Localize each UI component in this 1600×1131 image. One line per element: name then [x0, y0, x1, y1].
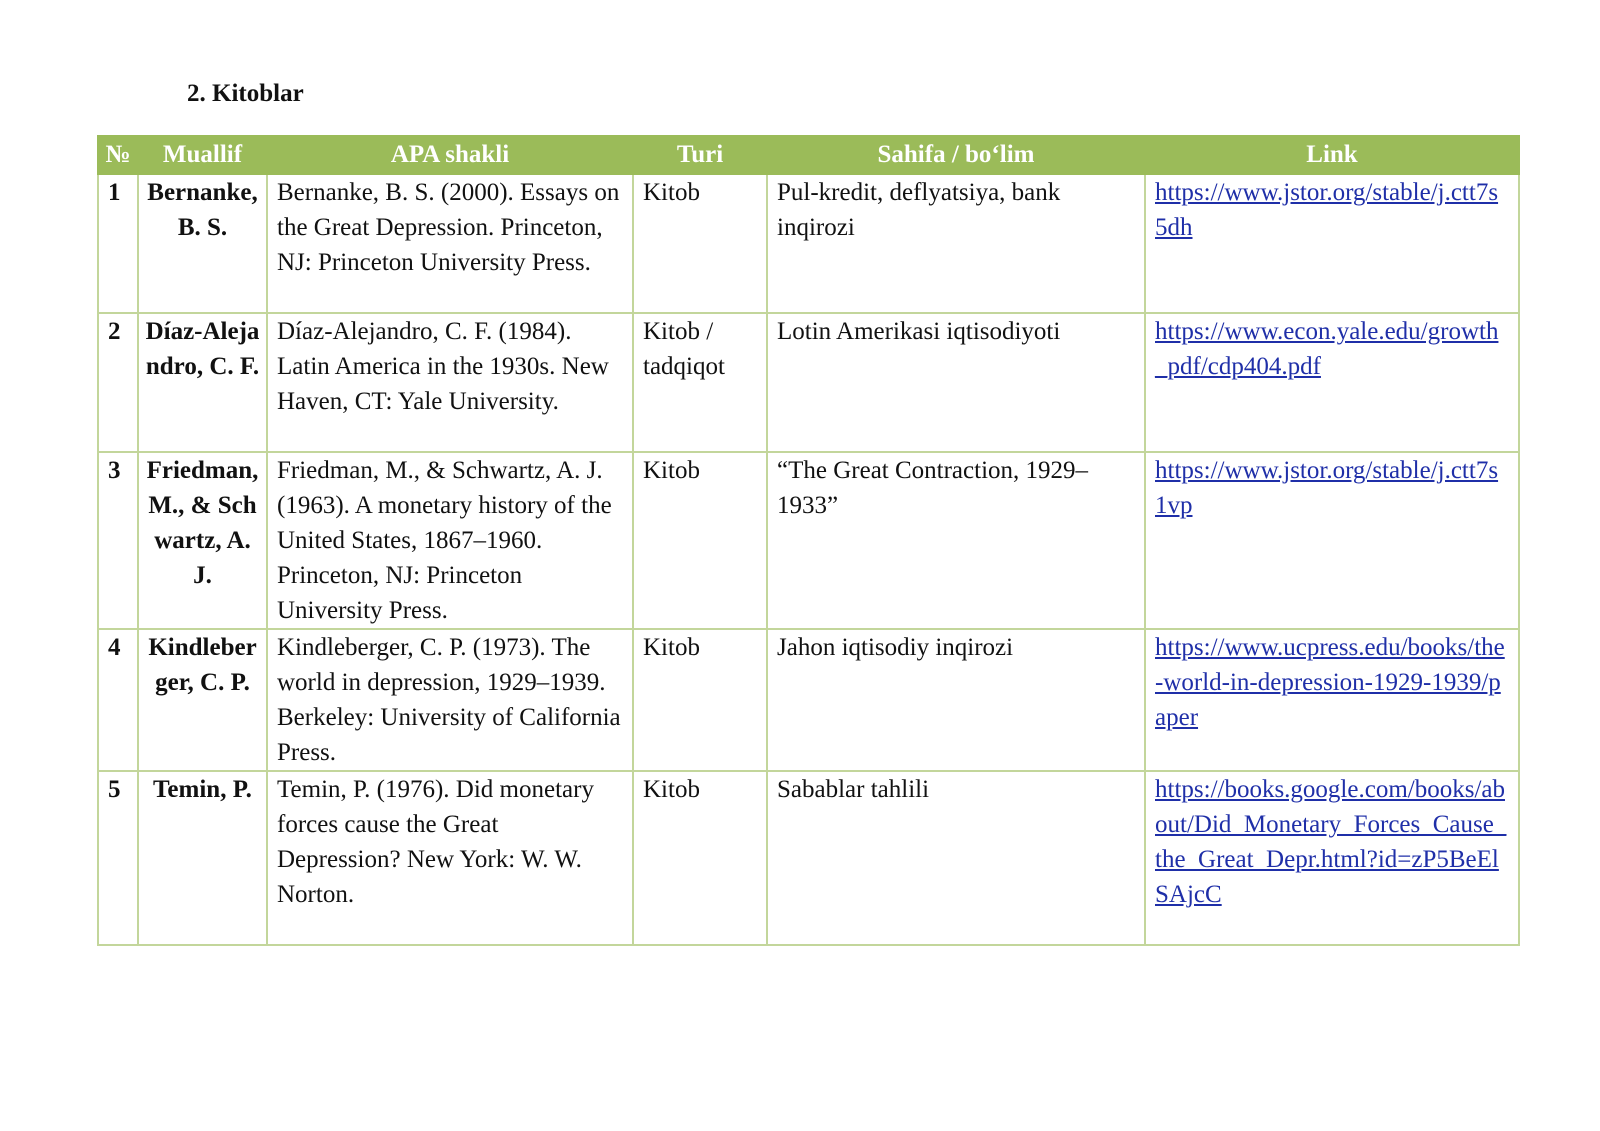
author-cell: Díaz-Alejandro, C. F.	[138, 313, 267, 452]
source-link[interactable]: https://books.google.com/books/about/Did_Monetary_Forces_Cause_the_Great_Depr.html?id=zP5BeElSAjcC	[1155, 776, 1507, 908]
table-header-row	[98, 136, 1519, 174]
section-cell: “The Great Contraction, 1929–1933”	[767, 452, 1145, 629]
section-cell: Sabablar tahlili	[767, 771, 1145, 945]
link-cell	[1145, 771, 1519, 945]
section-cell: Lotin Amerikasi iqtisodiyoti	[767, 313, 1145, 452]
source-link[interactable]: https://www.econ.yale.edu/growth_pdf/cdp404.pdf	[1155, 318, 1499, 380]
table-row	[98, 313, 1519, 452]
type-cell: Kitob	[633, 771, 767, 945]
table-row	[98, 629, 1519, 771]
row-number: 1	[98, 174, 138, 313]
source-link[interactable]: https://www.jstor.org/stable/j.ctt7s5dh	[1155, 179, 1499, 241]
header-type: Turi	[633, 136, 767, 174]
section-cell: Pul-kredit, deflyatsiya, bank inqirozi	[767, 174, 1145, 313]
author-cell: Temin, P.	[138, 771, 267, 945]
header-num: №	[98, 136, 138, 174]
row-number: 3	[98, 452, 138, 629]
table-row	[98, 174, 1519, 313]
header-apa: APA shakli	[267, 136, 633, 174]
link-cell	[1145, 313, 1519, 452]
link-cell	[1145, 174, 1519, 313]
author-cell: Kindleberger, C. P.	[138, 629, 267, 771]
header-section: Sahifa / bo‘lim	[767, 136, 1145, 174]
section-cell: Jahon iqtisodiy inqirozi	[767, 629, 1145, 771]
apa-citation-cell: Temin, P. (1976). Did monetary forces cause the Great Depression? New York: W. W. Norton.	[267, 771, 633, 945]
type-cell: Kitob / tadqiqot	[633, 313, 767, 452]
header-author: Muallif	[138, 136, 267, 174]
author-cell: Friedman, M., & Schwartz, A. J.	[138, 452, 267, 629]
apa-citation-cell: Kindleberger, C. P. (1973). The world in depression, 1929–1939. Berkeley: University of California Press.	[267, 629, 633, 771]
apa-citation-cell: Bernanke, B. S. (2000). Essays on the Great Depression. Princeton, NJ: Princeton University Press.	[267, 174, 633, 313]
row-number: 2	[98, 313, 138, 452]
link-cell	[1145, 629, 1519, 771]
header-link: Link	[1145, 136, 1519, 174]
source-link[interactable]: https://www.jstor.org/stable/j.ctt7s1vp	[1155, 457, 1499, 519]
source-link[interactable]: https://www.ucpress.edu/books/the-world-in-depression-1929-1939/paper	[1155, 634, 1505, 731]
table-row	[98, 452, 1519, 629]
row-number: 4	[98, 629, 138, 771]
type-cell: Kitob	[633, 174, 767, 313]
type-cell: Kitob	[633, 452, 767, 629]
bibliography-table	[97, 135, 1520, 946]
apa-citation-cell: Díaz-Alejandro, C. F. (1984). Latin America in the 1930s. New Haven, CT: Yale University.	[267, 313, 633, 452]
table-row	[98, 771, 1519, 945]
section-title: 2. Kitoblar	[187, 80, 304, 107]
apa-citation-cell: Friedman, M., & Schwartz, A. J. (1963). A monetary history of the United States, 1867–1960. Princeton, NJ: Princeton University Press.	[267, 452, 633, 629]
type-cell: Kitob	[633, 629, 767, 771]
row-number: 5	[98, 771, 138, 945]
author-cell: Bernanke, B. S.	[138, 174, 267, 313]
link-cell	[1145, 452, 1519, 629]
